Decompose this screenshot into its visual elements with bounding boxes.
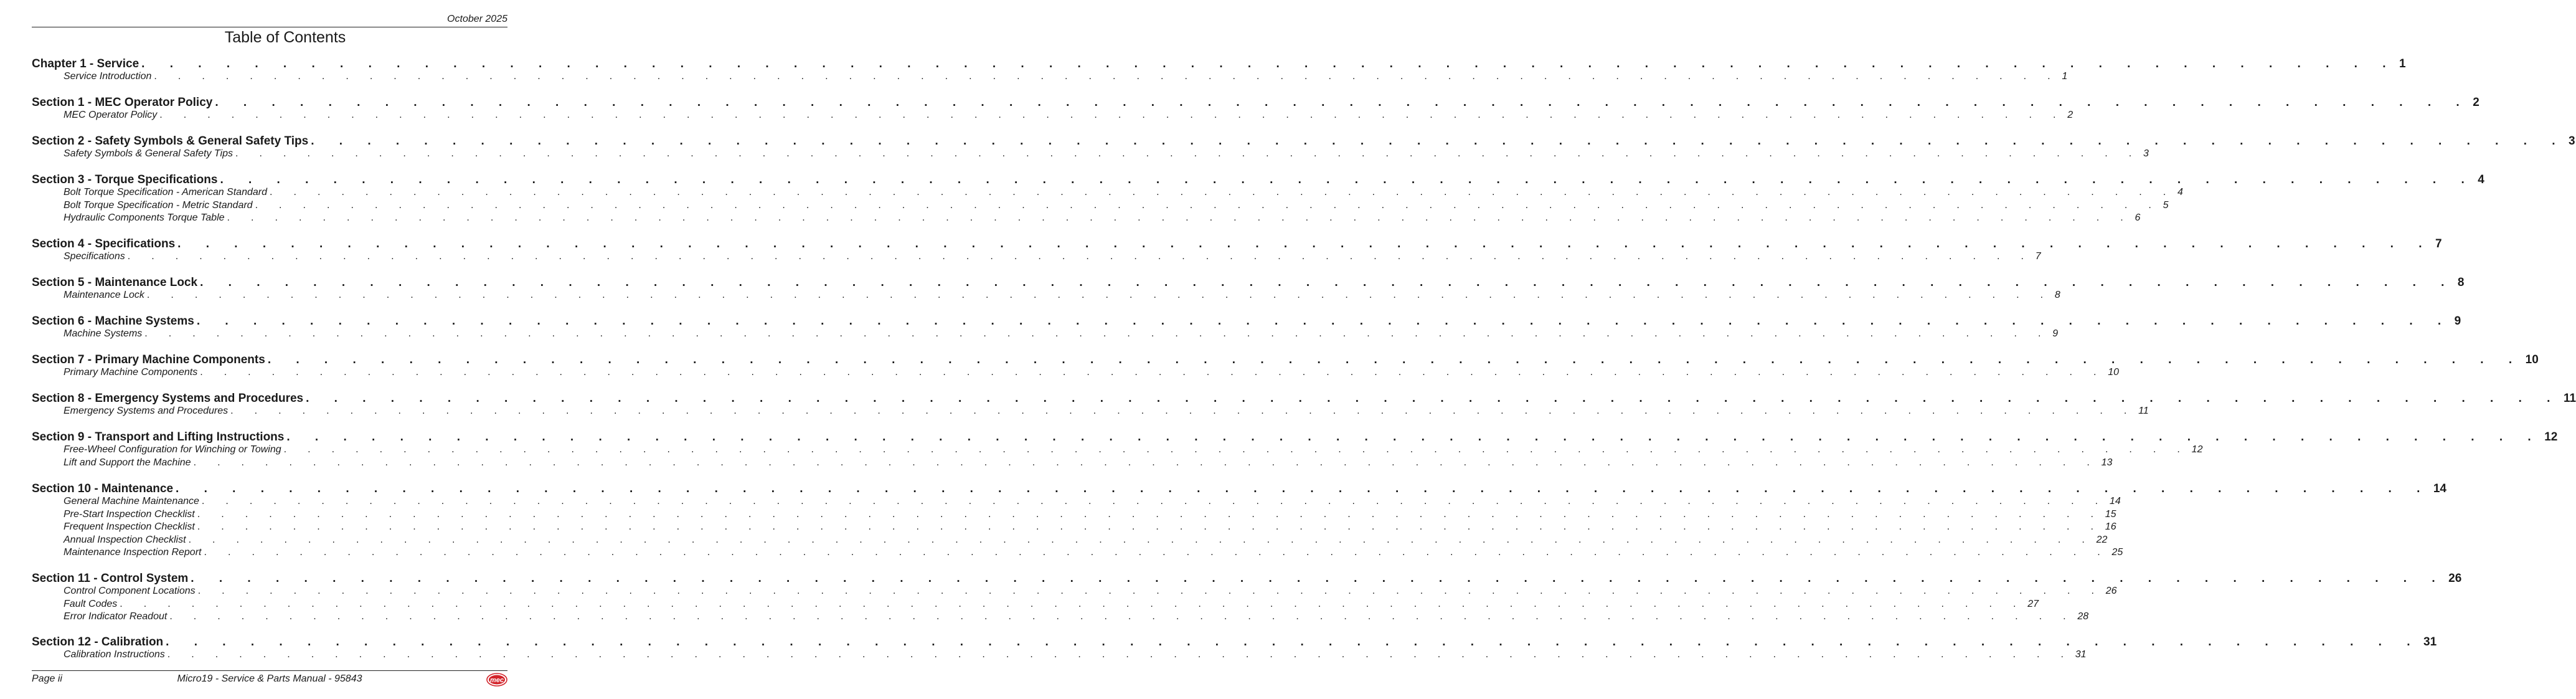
dot-leader: . . . . . . . . . . . . . . . . . . . . . . . . . . . . . . . . . . . . . . . . . . . . . . . . . . . . . . . . . . . . . . . . . . . . . . . . . . . . . . . . bbox=[193, 457, 2099, 468]
toc-subsection-entry-page: 13 bbox=[2101, 457, 2113, 468]
dot-leader: . . . . . . . . . . . . . . . . . . . . . . . . . . . . . . . . . . . . . . . . . . . . . . . . . . . . . . . . . . . . . . . . . . . . . . . . . . . . . . . . bbox=[120, 598, 2026, 609]
toc-section-entry-title: Chapter 1 - Service bbox=[32, 57, 139, 70]
toc-section-entry-title: Section 7 - Primary Machine Components bbox=[32, 353, 265, 366]
toc-subsection-entry-title: General Machine Maintenance bbox=[64, 496, 199, 506]
toc-section-entry-page: 8 bbox=[2457, 276, 2465, 289]
toc-section-entry-title: Section 10 - Maintenance bbox=[32, 482, 174, 495]
toc-section-entry bbox=[32, 635, 2437, 650]
toc-section-entry-title: Section 2 - Safety Symbols & General Safety Tips bbox=[32, 135, 309, 148]
toc-subsection-entry-title: Specifications bbox=[64, 251, 125, 262]
toc-section-entry-title: Section 9 - Transport and Lifting Instructions bbox=[32, 430, 285, 444]
dot-leader: . . . . . . . . . . . . . . . . . . . . . . . . . . . . . . . . . . . . . . . . . . . . . . . . . . . . . . . . . . . . . . . . . . . . . . . . . . . . . . . . bbox=[255, 199, 2161, 211]
toc-subsection-entry-title: Fault Codes bbox=[64, 598, 118, 609]
toc-subsection-entry-page: 15 bbox=[2105, 508, 2116, 520]
dot-leader: . . . . . . . . . . . . . . . . . . . . . . . . . . . . . . . . . . . . . . . . . . . . . . . . . . . . . . . . . . . . . . . . . . . . . . . . . . . . . . . . bbox=[204, 547, 2110, 558]
dot-leader: . . . . . . . . . . . . . . . . . . . . . . . . . . . . . . . . . . . . . . . . . . . . . . . . . . . . . . . . . . . . . . . . . . . . . . . . . . . . . . . . bbox=[167, 649, 2073, 660]
toc-subsection-entry-page: 12 bbox=[2191, 444, 2203, 455]
svg-text:mec: mec bbox=[489, 677, 504, 684]
dot-leader: . . . . . . . . . . . . . . . . . . . . . . . . . . . . . . . . . . . . . . . . . . . . . . . . . . . . . . . . . . . . . . . . . . . . . . . . . . . . . . . . bbox=[191, 572, 2446, 585]
toc-subsection-entry-title: Bolt Torque Specification - Metric Standard bbox=[64, 199, 253, 211]
toc-section-entry-page: 7 bbox=[2435, 237, 2442, 250]
toc-subsection-entry bbox=[32, 328, 2059, 341]
dot-leader: . . . . . . . . . . . . . . . . . . . . . . . . . . . . . . . . . . . . . . . . . . . . . . . . . . . . . . . . . . . . . . . . . . . . . . . . . . . . . . . . bbox=[267, 353, 2523, 366]
toc-subsection-entry-title: Primary Machine Components bbox=[64, 367, 198, 378]
toc-section-entry-page: 26 bbox=[2448, 572, 2462, 585]
toc-subsection-entry bbox=[32, 212, 2141, 225]
dot-leader: . . . . . . . . . . . . . . . . . . . . . . . . . . . . . . . . . . . . . . . . . . . . . . . . . . . . . . . . . . . . . . . . . . . . . . . . . . . . . . . . bbox=[200, 367, 2106, 378]
toc-subsection-entry bbox=[32, 199, 2169, 212]
toc-subsection-entry-page: 2 bbox=[2067, 110, 2074, 120]
toc-section-entry-page: 4 bbox=[2478, 173, 2484, 186]
toc-section-entry-title: Section 3 - Torque Specifications bbox=[32, 173, 218, 186]
dot-leader: . . . . . . . . . . . . . . . . . . . . . . . . . . . . . . . . . . . . . . . . . . . . . . . . . . . . . . . . . . . . . . . . . . . . . . . . . . . . . . . . bbox=[166, 635, 2421, 649]
dot-leader: . . . . . . . . . . . . . . . . . . . . . . . . . . . . . . . . . . . . . . . . . . . . . . . . . . . . . . . . . . . . . . . . . . . . . . . . . . . . . . . . bbox=[230, 406, 2136, 416]
toc-subsection-entry-title: Safety Symbols & General Safety Tips bbox=[64, 148, 233, 159]
toc-subsection-entry bbox=[32, 534, 2108, 547]
toc-section-entry-page: 9 bbox=[2454, 315, 2461, 328]
toc-subsection-entry-title: Calibration Instructions bbox=[64, 649, 165, 660]
toc-subsection-entry-page: 10 bbox=[2108, 367, 2120, 378]
toc-subsection-entry-page: 9 bbox=[2052, 328, 2059, 339]
dot-leader: . . . . . . . . . . . . . . . . . . . . . . . . . . . . . . . . . . . . . . . . . . . . . . . . . . . . . . . . . . . . . . . . . . . . . . . . . . . . . . . . bbox=[177, 237, 2433, 250]
toc-subsection-entry-title: Error Indicator Readout bbox=[64, 611, 167, 622]
toc-subsection-entry-title: Frequent Inspection Checklist bbox=[64, 521, 195, 533]
toc-section-entry bbox=[32, 96, 2479, 111]
toc-subsection-entry bbox=[32, 508, 2116, 521]
dot-leader: . . . . . . . . . . . . . . . . . . . . . . . . . . . . . . . . . . . . . . . . . . . . . . . . . . . . . . . . . . . . . . . . . . . . . . . . . . . . . . . . bbox=[141, 57, 2397, 70]
toc-subsection-entry-page: 26 bbox=[2105, 586, 2117, 596]
toc-subsection-entry-title: Maintenance Inspection Report bbox=[64, 547, 202, 558]
toc-section-entry-title: Section 4 - Specifications bbox=[32, 237, 176, 250]
toc-section-entry bbox=[32, 237, 2442, 252]
toc-subsection-entry-page: 4 bbox=[2177, 187, 2183, 197]
footer-page-number: Page ii bbox=[32, 673, 62, 684]
dot-leader: . . . . . . . . . . . . . . . . . . . . . . . . . . . . . . . . . . . . . . . . . . . . . . . . . . . . . . . . . . . . . . . . . . . . . . . . . . . . . . . . bbox=[169, 611, 2075, 622]
toc-subsection-entry bbox=[32, 406, 2149, 418]
toc-subsection-entry bbox=[32, 521, 2116, 534]
toc-subsection-entry-title: Lift and Support the Machine bbox=[64, 457, 191, 468]
toc-section-entry-page: 10 bbox=[2525, 353, 2539, 366]
toc-subsection-entry-title: Pre-Start Inspection Checklist bbox=[64, 508, 195, 520]
dot-leader: . . . . . . . . . . . . . . . . . . . . . . . . . . . . . . . . . . . . . . . . . . . . . . . . . . . . . . . . . . . . . . . . . . . . . . . . . . . . . . . . bbox=[220, 173, 2476, 186]
toc-subsection-entry-title: Annual Inspection Checklist bbox=[64, 534, 186, 545]
page-title: Table of Contents bbox=[224, 29, 346, 46]
dot-leader: . . . . . . . . . . . . . . . . . . . . . . . . . . . . . . . . . . . . . . . . . . . . . . . . . . . . . . . . . . . . . . . . . . . . . . . . . . . . . . . . bbox=[201, 496, 2107, 506]
toc-subsection-entry-page: 16 bbox=[2105, 521, 2116, 533]
toc-subsection-entry-page: 3 bbox=[2143, 148, 2149, 159]
dot-leader: . . . . . . . . . . . . . . . . . . . . . . . . . . . . . . . . . . . . . . . . . . . . . . . . . . . . . . . . . . . . . . . . . . . . . . . . . . . . . . . . bbox=[311, 135, 2567, 148]
toc-subsection-entry bbox=[32, 71, 2068, 83]
toc-subsection-entry bbox=[32, 457, 2113, 470]
toc-subsection-entry bbox=[32, 598, 2039, 611]
toc-section-entry bbox=[32, 173, 2484, 188]
toc-section-entry bbox=[32, 276, 2465, 291]
toc-subsection-entry-page: 1 bbox=[2062, 71, 2068, 82]
toc-section-entry-page: 2 bbox=[2473, 96, 2479, 109]
table-of-contents bbox=[32, 0, 2576, 699]
page-date: October 2025 bbox=[447, 14, 507, 24]
toc-section-entry-title: Section 11 - Control System bbox=[32, 572, 189, 585]
dot-leader: . . . . . . . . . . . . . . . . . . . . . . . . . . . . . . . . . . . . . . . . . . . . . . . . . . . . . . . . . . . . . . . . . . . . . . . . . . . . . . . . bbox=[176, 482, 2431, 495]
toc-section-entry-page: 12 bbox=[2544, 430, 2558, 444]
toc-subsection-entry-page: 22 bbox=[2096, 534, 2108, 545]
toc-section-entry-page: 1 bbox=[2399, 57, 2406, 70]
footer-rule bbox=[32, 670, 507, 671]
dot-leader: . . . . . . . . . . . . . . . . . . . . . . . . . . . . . . . . . . . . . . . . . . . . . . . . . . . . . . . . . . . . . . . . . . . . . . . . . . . . . . . . bbox=[227, 212, 2133, 224]
dot-leader: . . . . . . . . . . . . . . . . . . . . . . . . . . . . . . . . . . . . . . . . . . . . . . . . . . . . . . . . . . . . . . . . . . . . . . . . . . . . . . . . bbox=[200, 276, 2455, 289]
toc-section-entry-title: Section 8 - Emergency Systems and Procedures bbox=[32, 392, 304, 405]
toc-section-entry-page: 31 bbox=[2423, 635, 2437, 649]
toc-subsection-entry-title: Machine Systems bbox=[64, 328, 143, 339]
toc-section-entry bbox=[32, 315, 2461, 330]
toc-subsection-entry-page: 25 bbox=[2111, 547, 2123, 558]
toc-subsection-entry-page: 11 bbox=[2138, 406, 2149, 416]
toc-subsection-entry bbox=[32, 148, 2149, 161]
toc-subsection-entry-page: 6 bbox=[2135, 212, 2141, 224]
toc-subsection-entry bbox=[32, 187, 2183, 199]
dot-leader: . . . . . . . . . . . . . . . . . . . . . . . . . . . . . . . . . . . . . . . . . . . . . . . . . . . . . . . . . . . . . . . . . . . . . . . . . . . . . . . . bbox=[154, 71, 2060, 82]
toc-subsection-entry-title: Service Introduction bbox=[64, 71, 152, 82]
toc-section-entry-page: 14 bbox=[2433, 482, 2446, 495]
toc-subsection-entry-title: Emergency Systems and Procedures bbox=[64, 406, 229, 416]
toc-subsection-entry-page: 27 bbox=[2027, 598, 2039, 609]
toc-subsection-entry bbox=[32, 586, 2117, 598]
toc-section-entry bbox=[32, 392, 2576, 407]
toc-subsection-entry bbox=[32, 649, 2087, 662]
dot-leader: . . . . . . . . . . . . . . . . . . . . . . . . . . . . . . . . . . . . . . . . . . . . . . . . . . . . . . . . . . . . . . . . . . . . . . . . . . . . . . . . bbox=[197, 521, 2103, 533]
toc-subsection-entry bbox=[32, 367, 2120, 379]
toc-subsection-entry-page: 28 bbox=[2077, 611, 2089, 622]
toc-subsection-entry-page: 31 bbox=[2075, 649, 2087, 660]
toc-subsection-entry-title: Maintenance Lock bbox=[64, 290, 144, 300]
toc-section-entry bbox=[32, 482, 2446, 497]
dot-leader: . . . . . . . . . . . . . . . . . . . . . . . . . . . . . . . . . . . . . . . . . . . . . . . . . . . . . . . . . . . . . . . . . . . . . . . . . . . . . . . . bbox=[197, 586, 2103, 596]
toc-section-entry bbox=[32, 430, 2558, 445]
dot-leader: . . . . . . . . . . . . . . . . . . . . . . . . . . . . . . . . . . . . . . . . . . . . . . . . . . . . . . . . . . . . . . . . . . . . . . . . . . . . . . . . bbox=[286, 430, 2542, 444]
toc-subsection-entry bbox=[32, 496, 2121, 508]
toc-subsection-entry bbox=[32, 110, 2074, 122]
toc-section-entry-title: Section 1 - MEC Operator Policy bbox=[32, 96, 213, 109]
toc-subsection-entry bbox=[32, 547, 2123, 559]
dot-leader: . . . . . . . . . . . . . . . . . . . . . . . . . . . . . . . . . . . . . . . . . . . . . . . . . . . . . . . . . . . . . . . . . . . . . . . . . . . . . . . . bbox=[306, 392, 2561, 405]
dot-leader: . . . . . . . . . . . . . . . . . . . . . . . . . . . . . . . . . . . . . . . . . . . . . . . . . . . . . . . . . . . . . . . . . . . . . . . . . . . . . . . . bbox=[159, 110, 2065, 120]
toc-section-entry bbox=[32, 135, 2575, 150]
dot-leader: . . . . . . . . . . . . . . . . . . . . . . . . . . . . . . . . . . . . . . . . . . . . . . . . . . . . . . . . . . . . . . . . . . . . . . . . . . . . . . . . bbox=[188, 534, 2094, 545]
toc-subsection-entry bbox=[32, 251, 2041, 264]
toc-section-entry-title: Section 6 - Machine Systems bbox=[32, 315, 194, 328]
toc-section-entry bbox=[32, 353, 2539, 368]
footer-manual-title: Micro19 - Service & Parts Manual - 95843 bbox=[177, 673, 362, 684]
toc-subsection-entry bbox=[32, 290, 2060, 302]
mec-logo bbox=[486, 673, 507, 690]
toc-section-entry bbox=[32, 572, 2462, 587]
toc-subsection-entry-title: Bolt Torque Specification - American Standard bbox=[64, 187, 267, 197]
toc-subsection-entry-title: Free-Wheel Configuration for Winching or Towing bbox=[64, 444, 281, 455]
dot-leader: . . . . . . . . . . . . . . . . . . . . . . . . . . . . . . . . . . . . . . . . . . . . . . . . . . . . . . . . . . . . . . . . . . . . . . . . . . . . . . . . bbox=[144, 328, 2050, 339]
toc-subsection-entry-page: 5 bbox=[2163, 199, 2169, 211]
dot-leader: . . . . . . . . . . . . . . . . . . . . . . . . . . . . . . . . . . . . . . . . . . . . . . . . . . . . . . . . . . . . . . . . . . . . . . . . . . . . . . . . bbox=[283, 444, 2189, 455]
toc-section-entry bbox=[32, 57, 2406, 72]
toc-subsection-entry-page: 8 bbox=[2054, 290, 2060, 300]
toc-subsection-entry bbox=[32, 611, 2089, 624]
toc-section-entry-page: 3 bbox=[2569, 135, 2575, 148]
dot-leader: . . . . . . . . . . . . . . . . . . . . . . . . . . . . . . . . . . . . . . . . . . . . . . . . . . . . . . . . . . . . . . . . . . . . . . . . . . . . . . . . bbox=[196, 315, 2452, 328]
toc-subsection-entry bbox=[32, 444, 2203, 457]
dot-leader: . . . . . . . . . . . . . . . . . . . . . . . . . . . . . . . . . . . . . . . . . . . . . . . . . . . . . . . . . . . . . . . . . . . . . . . . . . . . . . . . bbox=[235, 148, 2141, 159]
dot-leader: . . . . . . . . . . . . . . . . . . . . . . . . . . . . . . . . . . . . . . . . . . . . . . . . . . . . . . . . . . . . . . . . . . . . . . . . . . . . . . . . bbox=[197, 508, 2103, 520]
toc-subsection-entry-title: MEC Operator Policy bbox=[64, 110, 158, 120]
toc-subsection-entry-page: 14 bbox=[2109, 496, 2121, 506]
toc-subsection-entry-page: 7 bbox=[2035, 251, 2041, 262]
toc-section-entry-page: 11 bbox=[2563, 392, 2576, 405]
dot-leader: . . . . . . . . . . . . . . . . . . . . . . . . . . . . . . . . . . . . . . . . . . . . . . . . . . . . . . . . . . . . . . . . . . . . . . . . . . . . . . . . bbox=[127, 251, 2033, 262]
toc-subsection-entry-title: Hydraulic Components Torque Table bbox=[64, 212, 225, 224]
dot-leader: . . . . . . . . . . . . . . . . . . . . . . . . . . . . . . . . . . . . . . . . . . . . . . . . . . . . . . . . . . . . . . . . . . . . . . . . . . . . . . . . bbox=[146, 290, 2052, 300]
dot-leader: . . . . . . . . . . . . . . . . . . . . . . . . . . . . . . . . . . . . . . . . . . . . . . . . . . . . . . . . . . . . . . . . . . . . . . . . . . . . . . . . bbox=[270, 187, 2176, 197]
dot-leader: . . . . . . . . . . . . . . . . . . . . . . . . . . . . . . . . . . . . . . . . . . . . . . . . . . . . . . . . . . . . . . . . . . . . . . . . . . . . . . . . bbox=[215, 96, 2471, 109]
toc-section-entry-title: Section 5 - Maintenance Lock bbox=[32, 276, 198, 289]
toc-section-entry-title: Section 12 - Calibration bbox=[32, 635, 164, 649]
toc-subsection-entry-title: Control Component Locations bbox=[64, 586, 196, 596]
